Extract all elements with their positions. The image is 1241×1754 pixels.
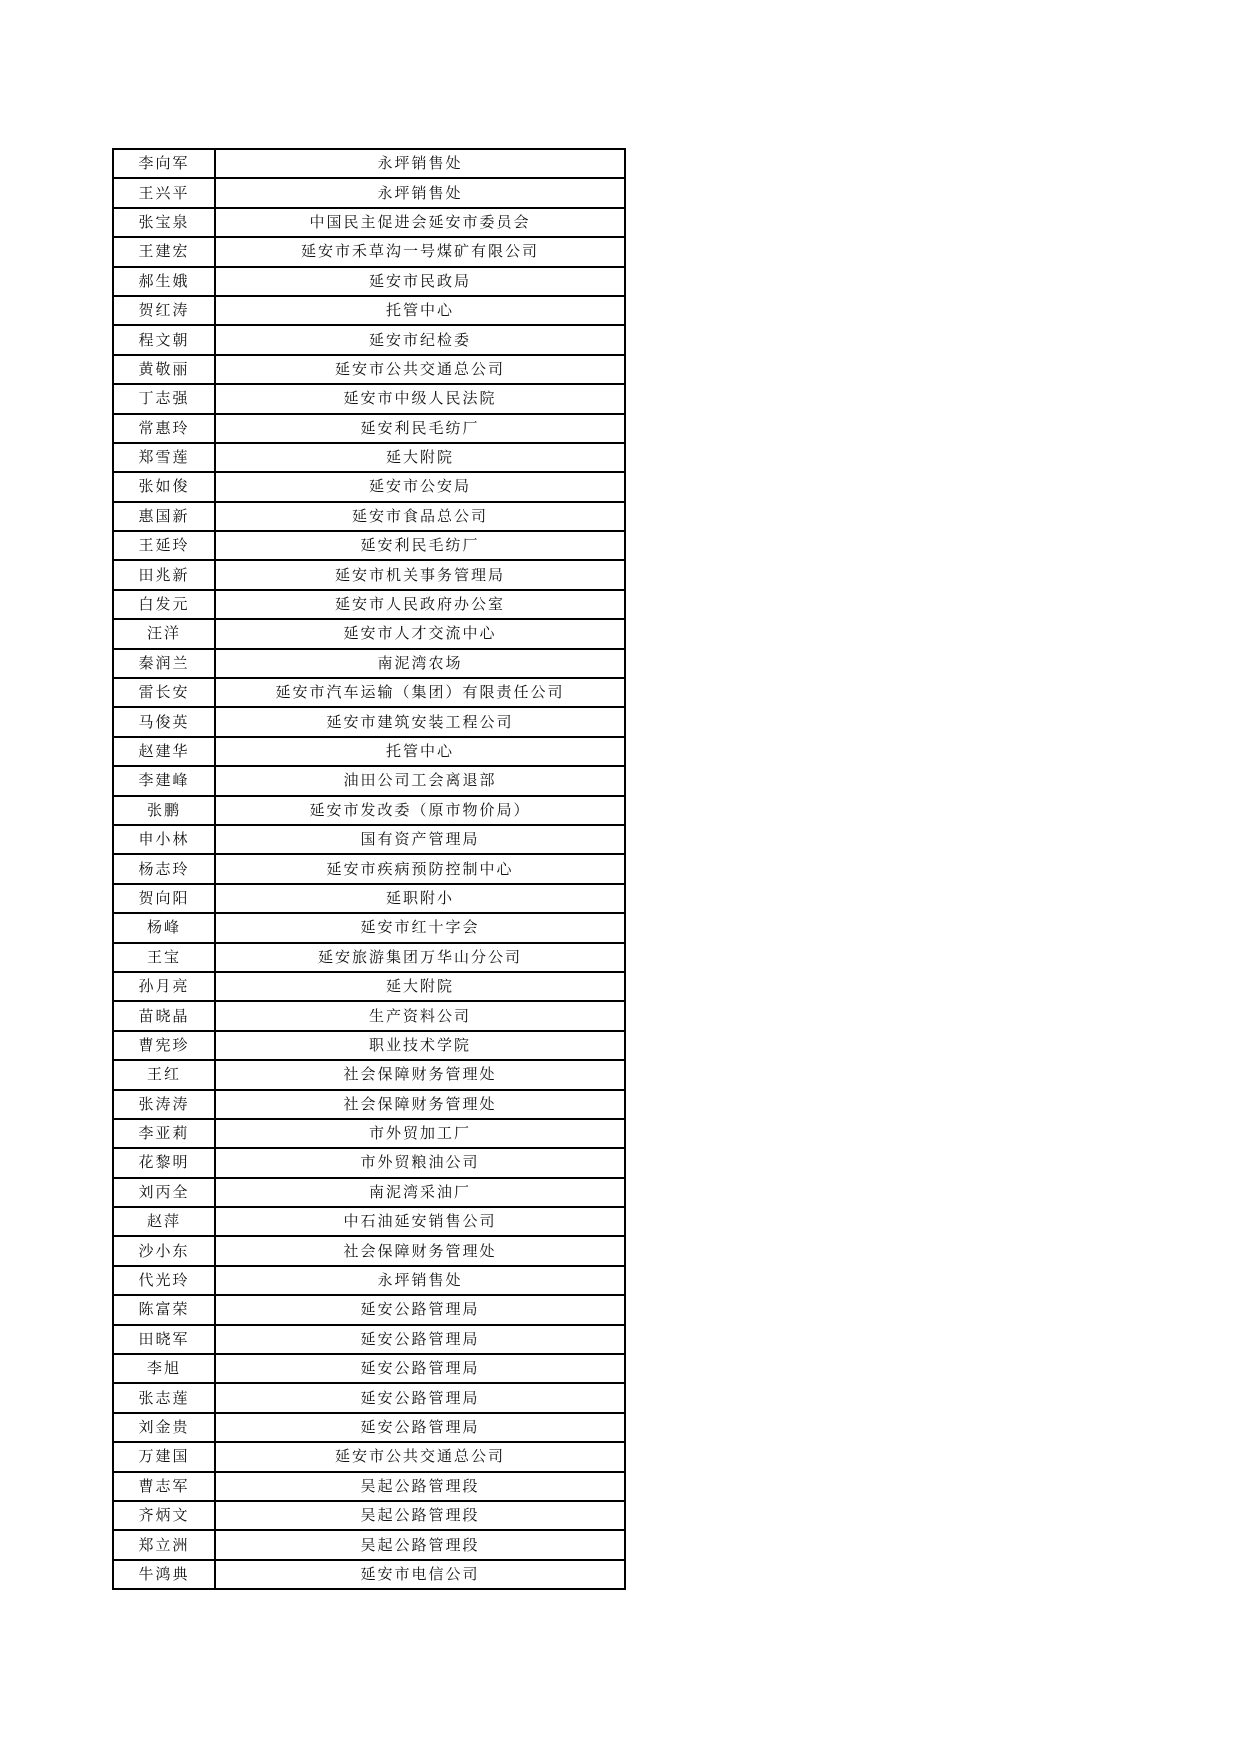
organization-cell: 延安市机关事务管理局 bbox=[215, 560, 625, 589]
person-name-cell: 贺红涛 bbox=[113, 296, 215, 325]
table-row bbox=[113, 1501, 625, 1530]
organization-cell: 延安市食品总公司 bbox=[215, 502, 625, 531]
organization-cell: 永坪销售处 bbox=[215, 1266, 625, 1295]
organization-cell: 延大附院 bbox=[215, 443, 625, 472]
table-row bbox=[113, 972, 625, 1001]
table-row bbox=[113, 854, 625, 883]
person-name-cell: 沙小东 bbox=[113, 1236, 215, 1265]
person-name-cell: 惠国新 bbox=[113, 502, 215, 531]
organization-cell: 社会保障财务管理处 bbox=[215, 1236, 625, 1265]
organization-cell: 延安市公共交通总公司 bbox=[215, 355, 625, 384]
table-row bbox=[113, 1031, 625, 1060]
organization-cell: 中石油延安销售公司 bbox=[215, 1207, 625, 1236]
organization-cell: 市外贸加工厂 bbox=[215, 1119, 625, 1148]
table-row bbox=[113, 678, 625, 707]
table-row bbox=[113, 796, 625, 825]
organization-cell: 延安公路管理局 bbox=[215, 1413, 625, 1442]
table-row bbox=[113, 149, 625, 178]
person-name-cell: 程文朝 bbox=[113, 325, 215, 354]
organization-cell: 延安公路管理局 bbox=[215, 1295, 625, 1324]
table-row bbox=[113, 737, 625, 766]
table-row bbox=[113, 1001, 625, 1030]
person-name-cell: 丁志强 bbox=[113, 384, 215, 413]
organization-cell: 延安市禾草沟一号煤矿有限公司 bbox=[215, 237, 625, 266]
table-row bbox=[113, 1060, 625, 1089]
organization-cell: 社会保障财务管理处 bbox=[215, 1090, 625, 1119]
person-name-cell: 陈富荣 bbox=[113, 1295, 215, 1324]
person-name-cell: 黄敬丽 bbox=[113, 355, 215, 384]
organization-cell: 油田公司工会离退部 bbox=[215, 766, 625, 795]
person-name-cell: 王延玲 bbox=[113, 531, 215, 560]
organization-cell: 社会保障财务管理处 bbox=[215, 1060, 625, 1089]
organization-cell: 延安市民政局 bbox=[215, 267, 625, 296]
organization-cell: 吴起公路管理段 bbox=[215, 1472, 625, 1501]
person-name-cell: 李亚莉 bbox=[113, 1119, 215, 1148]
person-name-cell: 苗晓晶 bbox=[113, 1001, 215, 1030]
organization-cell: 托管中心 bbox=[215, 296, 625, 325]
table-row bbox=[113, 267, 625, 296]
table-row bbox=[113, 707, 625, 736]
organization-cell: 永坪销售处 bbox=[215, 178, 625, 207]
person-name-cell: 王兴平 bbox=[113, 178, 215, 207]
table-row bbox=[113, 1295, 625, 1324]
person-name-cell: 申小林 bbox=[113, 825, 215, 854]
organization-cell: 托管中心 bbox=[215, 737, 625, 766]
table-row bbox=[113, 325, 625, 354]
table-row bbox=[113, 531, 625, 560]
person-name-cell: 齐炳文 bbox=[113, 1501, 215, 1530]
person-name-cell: 张志莲 bbox=[113, 1383, 215, 1412]
organization-cell: 延安市红十字会 bbox=[215, 913, 625, 942]
table-row bbox=[113, 1325, 625, 1354]
table-row bbox=[113, 414, 625, 443]
organization-cell: 延安利民毛纺厂 bbox=[215, 531, 625, 560]
person-name-cell: 秦润兰 bbox=[113, 649, 215, 678]
organization-cell: 延安市建筑安装工程公司 bbox=[215, 707, 625, 736]
table-row bbox=[113, 296, 625, 325]
organization-cell: 延安市中级人民法院 bbox=[215, 384, 625, 413]
organization-cell: 中国民主促进会延安市委员会 bbox=[215, 208, 625, 237]
person-name-cell: 田兆新 bbox=[113, 560, 215, 589]
organization-cell: 延安市纪检委 bbox=[215, 325, 625, 354]
person-name-cell: 牛鸿典 bbox=[113, 1560, 215, 1589]
table-row bbox=[113, 472, 625, 501]
organization-cell: 市外贸粮油公司 bbox=[215, 1148, 625, 1177]
table-row bbox=[113, 1119, 625, 1148]
table-row bbox=[113, 590, 625, 619]
person-name-cell: 郑立洲 bbox=[113, 1530, 215, 1559]
table-row bbox=[113, 913, 625, 942]
person-name-cell: 刘丙全 bbox=[113, 1178, 215, 1207]
person-name-cell: 王宝 bbox=[113, 943, 215, 972]
table-row bbox=[113, 1472, 625, 1501]
organization-cell: 南泥湾农场 bbox=[215, 649, 625, 678]
organization-cell: 永坪销售处 bbox=[215, 149, 625, 178]
organization-cell: 职业技术学院 bbox=[215, 1031, 625, 1060]
table-row bbox=[113, 619, 625, 648]
person-name-cell: 李向军 bbox=[113, 149, 215, 178]
table-row bbox=[113, 208, 625, 237]
organization-cell: 延大附院 bbox=[215, 972, 625, 1001]
person-name-cell: 赵萍 bbox=[113, 1207, 215, 1236]
table-row bbox=[113, 1090, 625, 1119]
person-name-cell: 曹志军 bbox=[113, 1472, 215, 1501]
table-row bbox=[113, 1354, 625, 1383]
organization-cell: 延安市汽车运输（集团）有限责任公司 bbox=[215, 678, 625, 707]
person-name-cell: 马俊英 bbox=[113, 707, 215, 736]
organization-cell: 吴起公路管理段 bbox=[215, 1501, 625, 1530]
organization-cell: 延职附小 bbox=[215, 884, 625, 913]
table-row bbox=[113, 884, 625, 913]
table-row bbox=[113, 384, 625, 413]
organization-cell: 延安市电信公司 bbox=[215, 1560, 625, 1589]
person-name-cell: 郝生娥 bbox=[113, 267, 215, 296]
person-name-cell: 田晓军 bbox=[113, 1325, 215, 1354]
person-name-cell: 常惠玲 bbox=[113, 414, 215, 443]
person-name-cell: 代光玲 bbox=[113, 1266, 215, 1295]
table-row bbox=[113, 1266, 625, 1295]
person-name-cell: 雷长安 bbox=[113, 678, 215, 707]
person-name-cell: 花黎明 bbox=[113, 1148, 215, 1177]
organization-cell: 延安市公安局 bbox=[215, 472, 625, 501]
person-name-cell: 汪洋 bbox=[113, 619, 215, 648]
organization-cell: 延安利民毛纺厂 bbox=[215, 414, 625, 443]
table-row bbox=[113, 766, 625, 795]
person-name-cell: 万建国 bbox=[113, 1442, 215, 1471]
organization-cell: 延安公路管理局 bbox=[215, 1325, 625, 1354]
table-row bbox=[113, 825, 625, 854]
table-body bbox=[113, 149, 625, 1589]
table-row bbox=[113, 1236, 625, 1265]
table-row bbox=[113, 355, 625, 384]
table-row bbox=[113, 1442, 625, 1471]
person-name-cell: 孙月亮 bbox=[113, 972, 215, 1001]
organization-cell: 延安公路管理局 bbox=[215, 1354, 625, 1383]
table-row bbox=[113, 649, 625, 678]
person-name-cell: 杨志玲 bbox=[113, 854, 215, 883]
person-name-cell: 曹宪珍 bbox=[113, 1031, 215, 1060]
person-name-cell: 王建宏 bbox=[113, 237, 215, 266]
table-row bbox=[113, 943, 625, 972]
table-row bbox=[113, 502, 625, 531]
organization-cell: 南泥湾采油厂 bbox=[215, 1178, 625, 1207]
person-name-cell: 李建峰 bbox=[113, 766, 215, 795]
name-org-table bbox=[112, 148, 626, 1590]
person-name-cell: 张如俊 bbox=[113, 472, 215, 501]
table-row bbox=[113, 1530, 625, 1559]
table-row bbox=[113, 237, 625, 266]
person-name-cell: 杨峰 bbox=[113, 913, 215, 942]
organization-cell: 延安市发改委（原市物价局） bbox=[215, 796, 625, 825]
person-name-cell: 张涛涛 bbox=[113, 1090, 215, 1119]
table-row bbox=[113, 1178, 625, 1207]
person-name-cell: 张宝泉 bbox=[113, 208, 215, 237]
table-row bbox=[113, 560, 625, 589]
table-row bbox=[113, 178, 625, 207]
organization-cell: 延安旅游集团万华山分公司 bbox=[215, 943, 625, 972]
table-row bbox=[113, 1560, 625, 1589]
person-name-cell: 刘金贵 bbox=[113, 1413, 215, 1442]
person-name-cell: 李旭 bbox=[113, 1354, 215, 1383]
organization-cell: 延安市人民政府办公室 bbox=[215, 590, 625, 619]
organization-cell: 生产资料公司 bbox=[215, 1001, 625, 1030]
organization-cell: 国有资产管理局 bbox=[215, 825, 625, 854]
person-name-cell: 贺向阳 bbox=[113, 884, 215, 913]
person-name-cell: 赵建华 bbox=[113, 737, 215, 766]
organization-cell: 吴起公路管理段 bbox=[215, 1530, 625, 1559]
table-row bbox=[113, 1148, 625, 1177]
table-row bbox=[113, 1383, 625, 1412]
person-name-cell: 张鹏 bbox=[113, 796, 215, 825]
table-row bbox=[113, 443, 625, 472]
organization-cell: 延安公路管理局 bbox=[215, 1383, 625, 1412]
person-name-cell: 王红 bbox=[113, 1060, 215, 1089]
organization-cell: 延安市疾病预防控制中心 bbox=[215, 854, 625, 883]
organization-cell: 延安市公共交通总公司 bbox=[215, 1442, 625, 1471]
table-row bbox=[113, 1207, 625, 1236]
table-row bbox=[113, 1413, 625, 1442]
person-name-cell: 郑雪莲 bbox=[113, 443, 215, 472]
organization-cell: 延安市人才交流中心 bbox=[215, 619, 625, 648]
person-name-cell: 白发元 bbox=[113, 590, 215, 619]
